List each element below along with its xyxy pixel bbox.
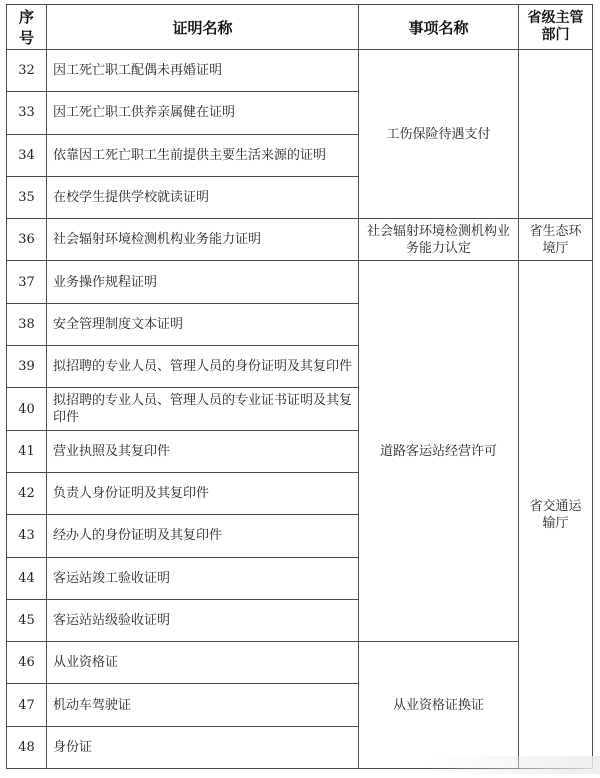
- item-name-injury: 工伤保险待遇支付: [359, 50, 519, 219]
- table-header-row: [7, 5, 593, 50]
- row-number: 40: [7, 388, 47, 430]
- header-item-name: 事项名称: [359, 5, 519, 50]
- department-transport: 省交通运输厅: [519, 261, 593, 769]
- certificate-name: 社会辐射环境检测机构业务能力证明: [47, 219, 359, 261]
- row-number: 47: [7, 684, 47, 726]
- certificate-name: 身份证: [47, 726, 359, 768]
- header-certificate-name: 证明名称: [47, 5, 359, 50]
- table-row: [7, 642, 593, 684]
- header-department-line2: 部门: [541, 27, 570, 43]
- certificate-name: 依靠因工死亡职工生前提供主要生活来源的证明: [47, 134, 359, 176]
- row-number: 41: [7, 430, 47, 472]
- item-name-radiation: 社会辐射环境检测机构业务能力认定: [359, 219, 519, 261]
- item-name-station: 道路客运站经营许可: [359, 261, 519, 642]
- header-department: [519, 5, 593, 50]
- certificate-name: 从业资格证: [47, 642, 359, 684]
- item-name-qualification: 从业资格证换证: [359, 642, 519, 769]
- row-number: 37: [7, 261, 47, 303]
- row-number: 38: [7, 303, 47, 345]
- department-empty: [519, 50, 593, 219]
- certificate-name: 机动车驾驶证: [47, 684, 359, 726]
- certificate-name: 在校学生提供学校就读证明: [47, 176, 359, 218]
- header-department-line1: 省级主管: [527, 10, 584, 26]
- row-number: 46: [7, 642, 47, 684]
- table-row: [7, 261, 593, 303]
- row-number: 42: [7, 472, 47, 514]
- certificate-name: 拟招聘的专业人员、管理人员的专业证书证明及其复印件: [47, 388, 359, 430]
- certificate-name: 因工死亡职工配偶未再婚证明: [47, 50, 359, 92]
- header-seq: 序号: [7, 5, 47, 50]
- certificate-name: 经办人的身份证明及其复印件: [47, 515, 359, 557]
- row-number: 45: [7, 599, 47, 641]
- row-number: 35: [7, 176, 47, 218]
- row-number: 39: [7, 346, 47, 388]
- row-number: 36: [7, 219, 47, 261]
- certificate-name: 客运站竣工验收证明: [47, 557, 359, 599]
- row-number: 48: [7, 726, 47, 768]
- certificate-name: 负责人身份证明及其复印件: [47, 472, 359, 514]
- table-row: [7, 50, 593, 92]
- certificate-name: 业务操作规程证明: [47, 261, 359, 303]
- certificate-name: 安全管理制度文本证明: [47, 303, 359, 345]
- certificate-name: 因工死亡职工供养亲属健在证明: [47, 92, 359, 134]
- certificate-name: 营业执照及其复印件: [47, 430, 359, 472]
- certificate-name: 拟招聘的专业人员、管理人员的身份证明及其复印件: [47, 346, 359, 388]
- document-sheet: [6, 4, 592, 774]
- row-number: 34: [7, 134, 47, 176]
- row-number: 44: [7, 557, 47, 599]
- department-ecology: 省生态环境厅: [519, 219, 593, 261]
- row-number: 33: [7, 92, 47, 134]
- table-row: [7, 219, 593, 261]
- certificate-name: 客运站站级验收证明: [47, 599, 359, 641]
- row-number: 43: [7, 515, 47, 557]
- certificate-table: [6, 4, 593, 769]
- row-number: 32: [7, 50, 47, 92]
